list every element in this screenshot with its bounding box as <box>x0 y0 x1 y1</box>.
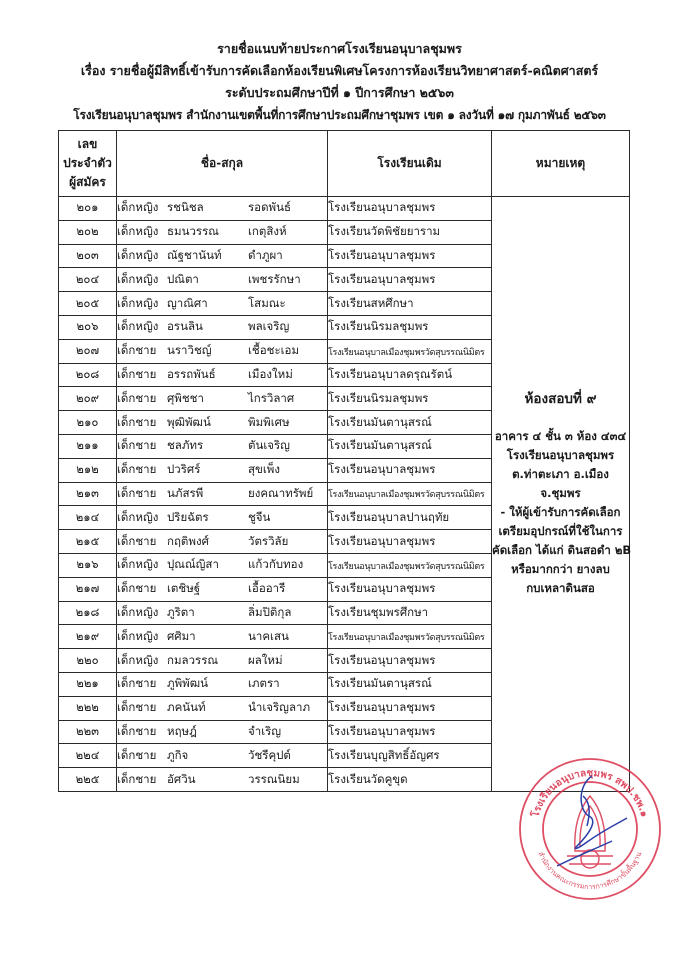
name-prefix: เด็กชาย <box>117 723 157 738</box>
last-name: โสมณะ <box>248 295 286 310</box>
remark-line: อาคาร ๔ ชั้น ๓ ห้อง ๔๓๔ <box>494 428 627 443</box>
previous-school-text: โรงเรียนอนุบาลชุมพร <box>328 462 436 477</box>
previous-school <box>328 649 492 673</box>
previous-school <box>328 339 492 363</box>
name-prefix: เด็กชาย <box>117 438 157 453</box>
name-prefix: เด็กหญิง <box>117 200 159 215</box>
seal-bottom-text: สำนักงานคณะกรรมการการศึกษาขั้นพื้นฐาน <box>536 850 644 892</box>
applicant-id: ๒๐๙ <box>59 387 117 411</box>
applicant-name <box>117 696 328 720</box>
remark-line: - ให้ผู้เข้ารับการคัดเลือก <box>500 504 621 519</box>
first-name: เตชิษฐ์ <box>167 581 201 596</box>
school-seal-stamp <box>517 756 663 902</box>
seal-top-text: โรงเรียนอนุบาลชุมพร สพป.ชพ.๑ <box>530 767 650 819</box>
applicant-id: ๒๒๐ <box>59 649 117 673</box>
applicant-name <box>117 530 328 554</box>
applicant-id: ๒๒๔ <box>59 744 117 768</box>
previous-school-text: โรงเรียนมันตานุสรณ์ <box>328 414 432 429</box>
name-prefix: เด็กหญิง <box>117 271 159 286</box>
last-name: เกตุสิงห์ <box>248 224 287 239</box>
previous-school <box>328 268 492 292</box>
applicant-name <box>117 387 328 411</box>
table-row <box>59 197 630 221</box>
applicant-name <box>117 434 328 458</box>
previous-school-text: โรงเรียนชุมพรศึกษา <box>328 604 429 619</box>
applicant-id: ๒๑๘ <box>59 601 117 625</box>
name-prefix: เด็กชาย <box>117 485 157 500</box>
applicant-name <box>117 411 328 435</box>
applicant-id: ๒๑๕ <box>59 530 117 554</box>
first-name: รชนิชล <box>167 200 204 215</box>
applicant-name <box>117 553 328 577</box>
column-header-id-line: เลข <box>77 137 98 151</box>
document-header <box>0 38 679 126</box>
previous-school-text: โรงเรียนอนุบาลเมืองชุมพรวัดสุบรรณนิมิตร <box>328 347 485 358</box>
name-prefix: เด็กหญิง <box>117 628 159 643</box>
column-header-name: ชื่อ-สกุล <box>117 131 328 197</box>
applicant-name <box>117 339 328 363</box>
header-issuer: โรงเรียนอนุบาลชุมพร สำนักงานเขตพื้นที่การศึกษาประถมศึกษาชุมพร เขต ๑ ลงวันที่ ๑๗ กุมภาพันธ์ ๒๕๖๓ <box>73 108 606 122</box>
previous-school-text: โรงเรียนอนุบาลชุมพร <box>328 247 436 262</box>
previous-school-text: โรงเรียนอนุบาลปานฤทัย <box>328 509 450 524</box>
applicant-id: ๒๐๑ <box>59 197 117 221</box>
previous-school-text: โรงเรียนมันตานุสรณ์ <box>328 676 432 691</box>
previous-school-text: โรงเรียนอนุบาลชุมพร <box>328 200 436 215</box>
applicant-id: ๒๑๔ <box>59 506 117 530</box>
previous-school <box>328 434 492 458</box>
previous-school <box>328 315 492 339</box>
name-prefix: เด็กชาย <box>117 390 157 405</box>
applicant-id: ๒๑๙ <box>59 625 117 649</box>
applicant-id: ๒๐๕ <box>59 292 117 316</box>
name-prefix: เด็กชาย <box>117 747 157 762</box>
first-name: กมลวรรณ <box>167 652 219 667</box>
previous-school-text: โรงเรียนอนุบาลชุมพร <box>328 700 436 715</box>
name-prefix: เด็กหญิง <box>117 295 159 310</box>
previous-school <box>328 696 492 720</box>
last-name: พิมพิเศษ <box>248 414 290 429</box>
applicant-id: ๒๐๒ <box>59 220 117 244</box>
applicant-name <box>117 744 328 768</box>
previous-school-text: โรงเรียนอนุบาลชุมพร <box>328 581 436 596</box>
first-name: หฤษฎ์ <box>167 723 197 738</box>
applicant-id: ๒๒๑ <box>59 672 117 696</box>
name-prefix: เด็กหญิง <box>117 652 159 667</box>
last-name: เพชรรักษา <box>248 271 301 286</box>
previous-school <box>328 458 492 482</box>
previous-school <box>328 363 492 387</box>
previous-school-text: โรงเรียนมันตานุสรณ์ <box>328 438 432 453</box>
first-name: ศศิมา <box>167 628 196 643</box>
first-name: พุฒิพัฒน์ <box>167 414 211 429</box>
last-name: จำเริญ <box>248 723 282 738</box>
previous-school-text: โรงเรียนวัดคูขุด <box>328 771 408 786</box>
last-name: ดำภูผา <box>248 247 283 262</box>
name-prefix: เด็กชาย <box>117 676 157 691</box>
applicant-id: ๒๐๗ <box>59 339 117 363</box>
name-prefix: เด็กหญิง <box>117 604 159 619</box>
previous-school <box>328 553 492 577</box>
applicant-name <box>117 482 328 506</box>
applicant-id: ๒๐๘ <box>59 363 117 387</box>
last-name: พลเจริญ <box>248 319 290 334</box>
applicant-id: ๒๐๖ <box>59 315 117 339</box>
remark-line: คัดเลือก ได้แก่ ดินสอดำ ๒B <box>492 542 632 557</box>
first-name: อรนลิน <box>167 319 203 334</box>
applicant-name <box>117 244 328 268</box>
name-prefix: เด็กหญิง <box>117 247 159 262</box>
applicant-id: ๒๑๑ <box>59 434 117 458</box>
first-name: อรรถพันธ์ <box>167 366 216 381</box>
remark-line: โรงเรียนอนุบาลชุมพร <box>506 447 615 462</box>
last-name: รอดพันธ์ <box>248 200 292 215</box>
applicant-id: ๒๑๐ <box>59 411 117 435</box>
last-name: เภตรา <box>248 676 280 691</box>
applicant-id: ๒๑๓ <box>59 482 117 506</box>
previous-school-text: โรงเรียนอนุบาลเมืองชุมพรวัดสุบรรณนิมิตร <box>328 490 485 501</box>
name-prefix: เด็กชาย <box>117 533 157 548</box>
first-name: ธมนวรรณ <box>167 224 219 239</box>
previous-school <box>328 220 492 244</box>
applicant-name <box>117 625 328 649</box>
first-name: อัศวิน <box>167 771 196 786</box>
applicant-id: ๒๑๒ <box>59 458 117 482</box>
last-name: ลิ่มปิติกุล <box>248 604 292 619</box>
previous-school <box>328 530 492 554</box>
previous-school <box>328 601 492 625</box>
applicant-name <box>117 292 328 316</box>
last-name: ชูจีน <box>248 509 271 524</box>
previous-school <box>328 387 492 411</box>
first-name: ภูริตา <box>167 604 195 619</box>
applicant-name <box>117 649 328 673</box>
previous-school-text: โรงเรียนอนุบาลชุมพร <box>328 271 436 286</box>
last-name: วรรณนิยม <box>248 771 300 786</box>
previous-school-text: โรงเรียนนิรมลชุมพร <box>328 390 429 405</box>
first-name: ภูพิพัฒน์ <box>167 676 208 691</box>
remark-line: เตรียมอุปกรณ์ที่ใช้ในการ <box>498 523 623 538</box>
previous-school <box>328 482 492 506</box>
previous-school-text: โรงเรียนอนุบาลชุมพร <box>328 533 436 548</box>
first-name: ปริยฉัตร <box>167 509 209 524</box>
name-prefix: เด็กชาย <box>117 366 157 381</box>
first-name: ปณิตา <box>167 271 199 286</box>
applicant-id: ๒๒๒ <box>59 696 117 720</box>
previous-school <box>328 577 492 601</box>
column-header-school: โรงเรียนเดิม <box>328 131 492 197</box>
remark-cell <box>492 197 630 792</box>
remark-line: จ.ชุมพร <box>540 485 581 500</box>
first-name: นราวิชญ์ <box>167 343 212 358</box>
name-prefix: เด็กชาย <box>117 462 157 477</box>
applicant-name <box>117 720 328 744</box>
column-header-id-line: ผู้สมัคร <box>69 175 106 189</box>
applicant-id: ๒๑๖ <box>59 553 117 577</box>
applicant-name <box>117 768 328 792</box>
name-prefix: เด็กชาย <box>117 700 157 715</box>
applicant-id: ๒๒๓ <box>59 720 117 744</box>
previous-school-text: โรงเรียนอนุบาลเมืองชุมพรวัดสุบรรณนิมิตร <box>328 561 485 572</box>
header-subject: เรื่อง รายชื่อผู้มีสิทธิ์เข้ารับการคัดเลือกห้องเรียนพิเศษโครงการห้องเรียนวิทยาศาสตร์-คณิตศาสตร์ <box>80 63 599 78</box>
applicant-name <box>117 197 328 221</box>
applicant-name <box>117 315 328 339</box>
column-header-id-line: ประจำตัว <box>63 156 112 170</box>
header-level: ระดับประถมศึกษาปีที่ ๑ ปีการศึกษา ๒๕๖๓ <box>225 85 454 100</box>
remark-line: กบเหลาดินสอ <box>526 580 595 595</box>
last-name: ผลใหม่ <box>248 652 283 667</box>
name-prefix: เด็กหญิง <box>117 509 159 524</box>
name-prefix: เด็กหญิง <box>117 557 159 572</box>
last-name: นาคเสน <box>248 628 289 643</box>
applicant-name <box>117 672 328 696</box>
previous-school <box>328 292 492 316</box>
applicant-id: ๒๐๔ <box>59 268 117 292</box>
previous-school <box>328 411 492 435</box>
last-name: แก้วกับทอง <box>248 557 304 572</box>
last-name: ไกรวิลาศ <box>248 390 295 405</box>
applicant-name <box>117 268 328 292</box>
candidate-table <box>58 130 630 792</box>
last-name: นำเจริญลาภ <box>248 700 311 715</box>
first-name: ณัฐชานันท์ <box>167 247 222 262</box>
previous-school-text: โรงเรียนสหศึกษา <box>328 295 414 310</box>
last-name: วัชรีคุปต์ <box>248 747 291 762</box>
name-prefix: เด็กหญิง <box>117 224 159 239</box>
column-header-id <box>59 131 117 197</box>
exam-room-title: ห้องสอบที่ ๙ <box>524 390 597 407</box>
previous-school-text: โรงเรียนบุญสิทธิ์อัญศร <box>328 747 440 762</box>
previous-school-text: โรงเรียนอนุบาลดรุณรัตน์ <box>328 366 453 381</box>
column-header-remark: หมายเหตุ <box>492 131 630 197</box>
first-name: ชลภัทร <box>167 438 204 453</box>
last-name: เอื้ออารี <box>248 581 286 596</box>
name-prefix: เด็กชาย <box>117 581 157 596</box>
applicant-name <box>117 220 328 244</box>
applicant-name <box>117 363 328 387</box>
applicant-id: ๒๒๕ <box>59 768 117 792</box>
first-name: ปุณณ์ญิสา <box>167 557 219 572</box>
name-prefix: เด็กชาย <box>117 414 157 429</box>
previous-school <box>328 672 492 696</box>
previous-school-text: โรงเรียนอนุบาลชุมพร <box>328 652 436 667</box>
applicant-name <box>117 577 328 601</box>
previous-school-text: โรงเรียนอนุบาลชุมพร <box>328 723 436 738</box>
previous-school <box>328 625 492 649</box>
table-header-row <box>59 131 630 197</box>
name-prefix: เด็กชาย <box>117 771 157 786</box>
last-name: เชื้อชะเอม <box>248 343 300 358</box>
previous-school <box>328 720 492 744</box>
name-prefix: เด็กหญิง <box>117 319 159 334</box>
header-title: รายชื่อแนบท้ายประกาศโรงเรียนอนุบาลชุมพร <box>217 41 462 56</box>
previous-school-text: โรงเรียนวัดพิชัยยาราม <box>328 224 441 239</box>
last-name: สุขเพ็ง <box>248 462 281 477</box>
first-name: นภัสรพี <box>167 485 204 500</box>
remark-line: หรือมากกว่า ยางลบ <box>511 561 610 576</box>
first-name: ญาณิศา <box>167 295 208 310</box>
previous-school-text: โรงเรียนอนุบาลเมืองชุมพรวัดสุบรรณนิมิตร <box>328 633 485 644</box>
previous-school <box>328 244 492 268</box>
name-prefix: เด็กชาย <box>117 343 157 358</box>
first-name: กฤติพงศ์ <box>167 533 209 548</box>
first-name: ภคนันท์ <box>167 700 206 715</box>
applicant-id: ๒๑๗ <box>59 577 117 601</box>
last-name: เมืองใหม่ <box>248 366 293 381</box>
previous-school <box>328 506 492 530</box>
table-body <box>59 197 630 792</box>
first-name: ภูกิจ <box>167 747 189 762</box>
previous-school-text: โรงเรียนนิรมลชุมพร <box>328 319 429 334</box>
last-name: ยงคณาทรัพย์ <box>248 485 314 500</box>
applicant-name <box>117 458 328 482</box>
first-name: ศุพิชชา <box>167 390 204 405</box>
previous-school <box>328 768 492 792</box>
previous-school <box>328 197 492 221</box>
last-name: วัตรวิลัย <box>248 533 289 548</box>
first-name: ปวริศร์ <box>167 462 201 477</box>
last-name: ตันเจริญ <box>248 438 290 453</box>
previous-school <box>328 744 492 768</box>
remark-line: ต.ท่าตะเภา อ.เมือง <box>512 466 609 481</box>
applicant-id: ๒๐๓ <box>59 244 117 268</box>
applicant-name <box>117 601 328 625</box>
applicant-name <box>117 506 328 530</box>
